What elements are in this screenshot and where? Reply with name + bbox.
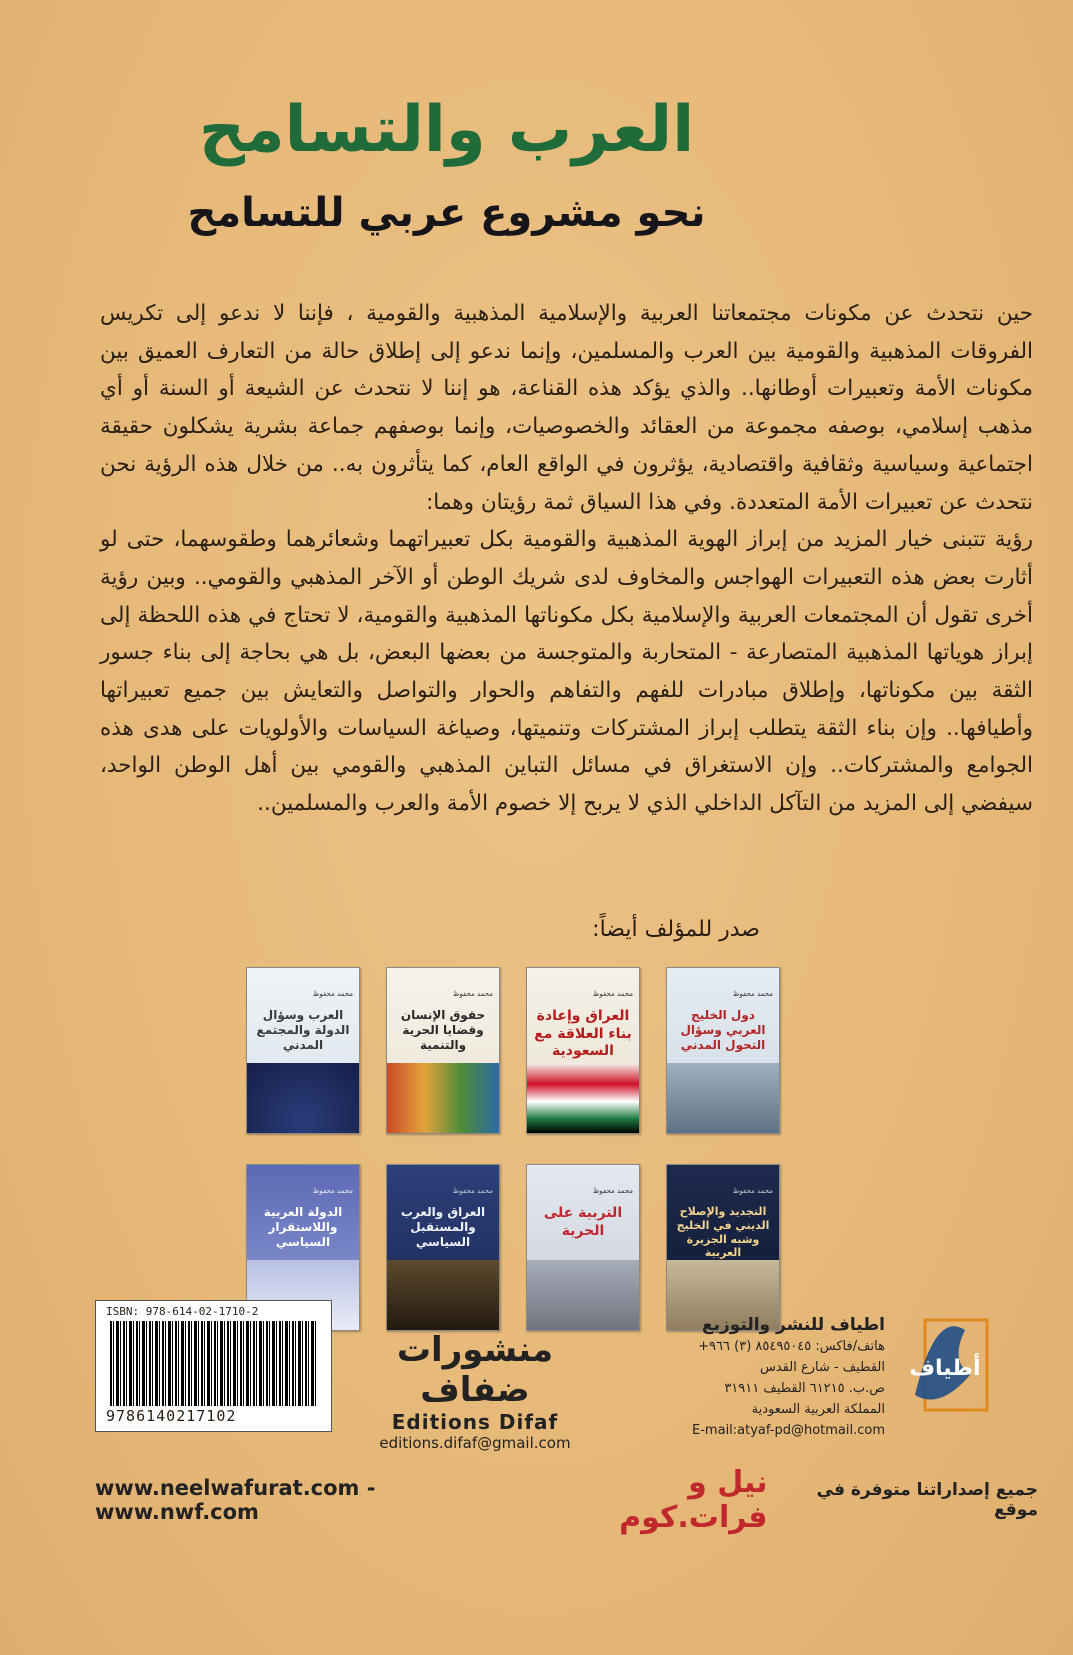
publisher-difaf: [360, 1330, 590, 1452]
book-cover-image: [387, 1260, 499, 1330]
book-author: محمد محفوظ: [312, 990, 353, 998]
atyaf-address: القطيف - شارع القدس: [759, 1360, 885, 1375]
book-cover-title: الدولة العربية واللاستقرار السياسي: [263, 1205, 343, 1249]
isbn-label: ISBN: 978-614-02-1710-2: [106, 1305, 259, 1318]
book-cover: [526, 1164, 640, 1331]
book-author: محمد محفوظ: [732, 990, 773, 998]
atyaf-country: المملكة العربية السعودية: [751, 1402, 885, 1417]
book-cover-title: العراق والعرب والمستقبل السياسي: [400, 1205, 486, 1249]
book-cover: [386, 1164, 500, 1331]
difaf-email: editions.difaf@gmail.com: [379, 1434, 571, 1452]
difaf-english-name: Editions Difaf: [391, 1410, 559, 1434]
book-subtitle: نحو مشروع عربي للتسامح: [187, 190, 706, 236]
atyaf-phone: هاتف/فاكس: ٨٥٤٩٥٠٤٥ (٣) ٩٦٦+: [698, 1339, 885, 1354]
barcode-bars: [110, 1321, 317, 1406]
also-by-author-label: صدر للمؤلف أيضاً:: [592, 917, 760, 942]
other-books-grid: [256, 967, 780, 1331]
footer-bar: [95, 1465, 1038, 1535]
book-cover: [666, 967, 780, 1134]
atyaf-logo-text: أطياف: [909, 1356, 981, 1381]
book-author: محمد محفوظ: [452, 990, 493, 998]
book-cover-title: حقوق الإنسان وقضايا الحرية والتنمية: [400, 1008, 486, 1052]
availability-text: جميع إصداراتنا متوفرة في موقع: [816, 1480, 1038, 1520]
website-urls: www.neelwafurat.com - www.nwf.com: [95, 1476, 376, 1524]
book-cover-image: [667, 1063, 779, 1133]
book-cover-title: العراق وإعادة بناء العلاقة مع السعودية: [534, 1008, 632, 1059]
barcode-number: 9786140217102: [106, 1407, 237, 1425]
book-cover: [246, 967, 360, 1134]
book-cover-image: [247, 1063, 359, 1133]
book-cover-image: [527, 1260, 639, 1330]
nwf-brand: نيل و فرات.كوم: [619, 1465, 768, 1535]
book-author: محمد محفوظ: [592, 1187, 633, 1195]
blurb-paragraph-1: حين نتحدث عن مكونات مجتمعاتنا العربية والإسلامية المذهبية والقومية ، فإننا لا ندعو إلى تكريس الفروقات المذهبية والقومية بين العرب والمسلمين، وإنما ندعو إلى إطلاق حالة من التعارف العميق بين مكونات الأمة وتعبيرات أوطانها.. والذي يؤكد هذه القناعة، هو إننا لا نتحدث عن الشيعة أو السنة أو أي مذهب إسلامي، بوصفه مجموعة من العقائد والخصوصيات، وإنما بوصفهم جماعة بشرية يشكلون حقيقة اجتماعية وسياسية وثقافية واقتصادية، يؤثرون في الواقع العام، كما يتأثرون به.. من خلال هذه الرؤية نحن نتحدث عن تعبيرات الأمة المتعددة. وفي هذا السياق ثمة رؤيتان وهما:: [100, 301, 1033, 515]
publisher-atyaf-info: [645, 1315, 885, 1441]
book-author: محمد محفوظ: [592, 990, 633, 998]
book-cover: [386, 967, 500, 1134]
blurb-paragraph-2: رؤية تتبنى خيار المزيد من إبراز الهوية المذهبية والقومية بكل تعبيراتهما وشعائرهما وطقوسهما، حتى لو أثارت بعض هذه التعبيرات الهواجس والمخاوف لدى شريك الوطن أو الآخر المذهبي والقومي.. وبين رؤية أخرى تقول أن المجتمعات العربية والإسلامية بكل مكوناتها المذهبية والقومية، لا تحتاج في هذه اللحظة إلى إبراز هوياتها المذهبية المتصارعة - المتحاربة والمتوجسة من بعضها البعض، بل هي بحاجة إلى بناء جسور الثقة بين مكوناتها، وإطلاق مبادرات للفهم والتفاهم والحوار والتواصل والتعايش بين جميع تعبيراتها وأطيافها.. وإن بناء الثقة يتطلب إبراز المشتركات وتنميتها، وصياغة السياسات والأولويات على هدى هذه الجوامع والمشتركات.. وإن الاستغراق في مسائل التباين المذهبي والقومي بين أهل الوطن الواحد، سيفضي إلى المزيد من التآكل الداخلي الذي لا يربح إلا خصوم الأمة والعرب والمسلمين..: [100, 527, 1033, 817]
atyaf-logo: [895, 1300, 995, 1420]
blurb: [100, 295, 1033, 823]
isbn-barcode: [95, 1300, 332, 1432]
book-cover-title: دول الخليج العربي وسؤال التحول المدني: [680, 1008, 766, 1052]
book-cover-title: التجديد والإصلاح الديني في الخليج وشبه الجزيرة العربية: [676, 1205, 770, 1260]
book-cover-image: [387, 1063, 499, 1133]
book-author: محمد محفوظ: [732, 1187, 773, 1195]
atyaf-email: E-mail:atyaf-pd@hotmail.com: [692, 1423, 885, 1438]
book-cover-title: التربية على الحرية: [543, 1205, 623, 1239]
atyaf-name: اطياف للنشر والتوزيع: [701, 1315, 885, 1335]
book-cover: [526, 967, 640, 1134]
difaf-arabic-name: منشورات ضفاف: [396, 1330, 554, 1410]
book-title: العرب والتسامح: [198, 93, 695, 167]
book-cover: [666, 1164, 780, 1331]
book-cover-title: العرب وسؤال الدولة والمجتمع المدني: [256, 1008, 350, 1052]
atyaf-pobox: ص.ب. ٦١٢١٥ القطيف ٣١٩١١: [724, 1381, 885, 1396]
book-author: محمد محفوظ: [452, 1187, 493, 1195]
book-cover-image: [527, 1063, 639, 1133]
book-author: محمد محفوظ: [312, 1187, 353, 1195]
